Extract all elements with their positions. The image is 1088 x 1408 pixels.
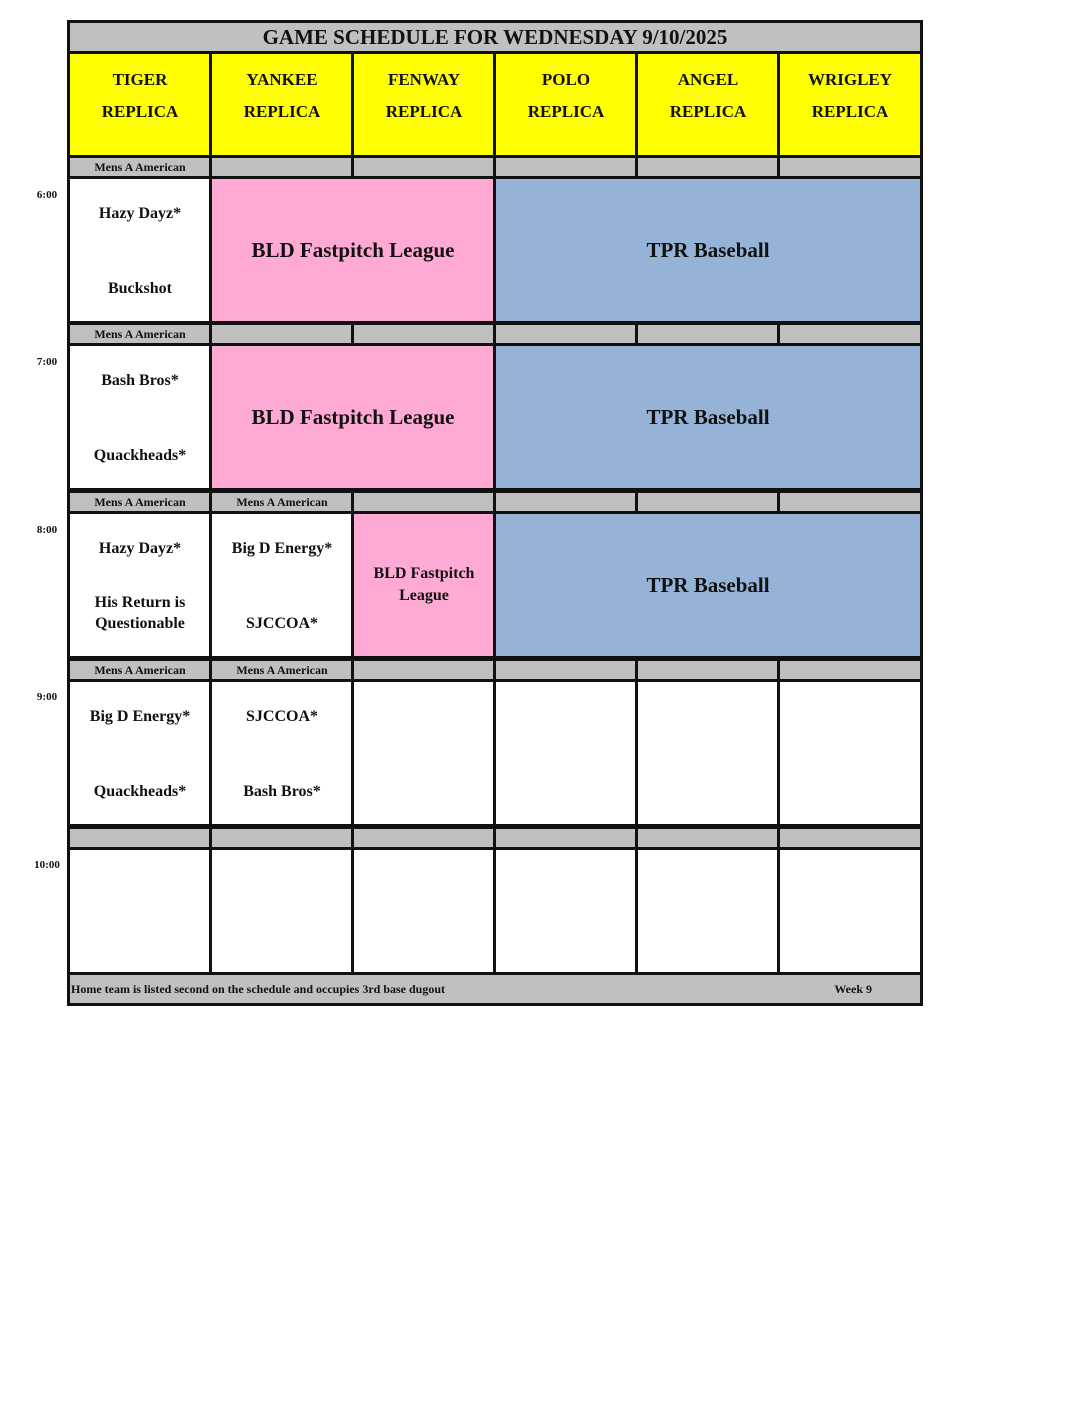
time-label: 6:00 (36, 189, 58, 201)
footer-week: Week 9 (834, 981, 872, 996)
schedule-footer (67, 972, 923, 1006)
field-subtitle: REPLICA (101, 102, 179, 121)
fastpitch-block[interactable] (209, 343, 497, 491)
block-label: BLD Fastpitch League (373, 565, 475, 604)
time-label: 7:00 (36, 356, 58, 368)
away-team: Big D Energy* (89, 708, 191, 725)
field-header-tiger (67, 51, 213, 158)
block-label: TPR Baseball (646, 237, 770, 262)
field-header-polo (493, 51, 639, 158)
field-name: FENWAY (387, 70, 461, 89)
away-team: Bash Bros* (101, 372, 179, 389)
game-cell[interactable] (209, 679, 355, 827)
empty-slot[interactable] (493, 679, 639, 827)
baseball-block[interactable] (493, 176, 923, 324)
away-team: Big D Energy* (231, 540, 333, 557)
home-team: Bash Bros* (243, 783, 321, 800)
block-label: BLD Fastpitch League (251, 404, 455, 429)
field-name: ANGEL (677, 70, 739, 89)
division-label-text: Mens A American (236, 662, 328, 677)
home-team: Quackheads* (93, 783, 187, 800)
empty-slot[interactable] (777, 679, 923, 827)
field-name: WRIGLEY (807, 70, 893, 89)
footer-note: Home team is listed second on the schedule and occupies 3rd base dugout (71, 981, 446, 996)
field-subtitle: REPLICA (243, 102, 321, 121)
home-team: Buckshot (107, 280, 173, 297)
schedule-title (67, 20, 923, 54)
division-label-text: Mens A American (94, 662, 186, 677)
time-label: 10:00 (34, 859, 60, 871)
field-header-angel (635, 51, 781, 158)
footer-row (70, 982, 920, 997)
schedule-table (67, 20, 923, 1006)
division-label-text: Mens A American (94, 494, 186, 509)
game-cell[interactable] (67, 343, 213, 491)
schedule-title-text: GAME SCHEDULE FOR WEDNESDAY 9/10/2025 (262, 24, 728, 49)
game-cell[interactable] (67, 176, 213, 324)
empty-slot[interactable] (635, 679, 781, 827)
away-team: Hazy Dayz* (98, 205, 182, 222)
away-team: SJCCOA* (245, 708, 318, 725)
home-team: Quackheads* (93, 447, 187, 464)
field-subtitle: REPLICA (385, 102, 463, 121)
game-cell[interactable] (67, 511, 213, 659)
fastpitch-block[interactable] (209, 176, 497, 324)
field-name: TIGER (112, 70, 168, 89)
time-label: 8:00 (36, 524, 58, 536)
division-label-text: Mens A American (236, 494, 328, 509)
field-subtitle: REPLICA (669, 102, 747, 121)
field-subtitle: REPLICA (527, 102, 605, 121)
block-label: TPR Baseball (646, 572, 770, 597)
baseball-block[interactable] (493, 511, 923, 659)
game-cell[interactable] (209, 511, 355, 659)
field-header-yankee (209, 51, 355, 158)
home-team: His Return is Questionable (94, 594, 186, 632)
baseball-block[interactable] (493, 343, 923, 491)
away-team: Hazy Dayz* (98, 540, 182, 557)
field-name: YANKEE (246, 70, 318, 89)
block-label: BLD Fastpitch League (251, 237, 455, 262)
game-cell[interactable] (67, 679, 213, 827)
field-header-wrigley (777, 51, 923, 158)
field-subtitle: REPLICA (811, 102, 889, 121)
division-label-text: Mens A American (94, 159, 186, 174)
home-team: SJCCOA* (245, 615, 318, 632)
fastpitch-block[interactable] (351, 511, 497, 659)
time-label: 9:00 (36, 691, 58, 703)
field-header-fenway (351, 51, 497, 158)
empty-slot[interactable] (351, 679, 497, 827)
field-name: POLO (541, 70, 591, 89)
block-label: TPR Baseball (646, 404, 770, 429)
division-label-text: Mens A American (94, 326, 186, 341)
